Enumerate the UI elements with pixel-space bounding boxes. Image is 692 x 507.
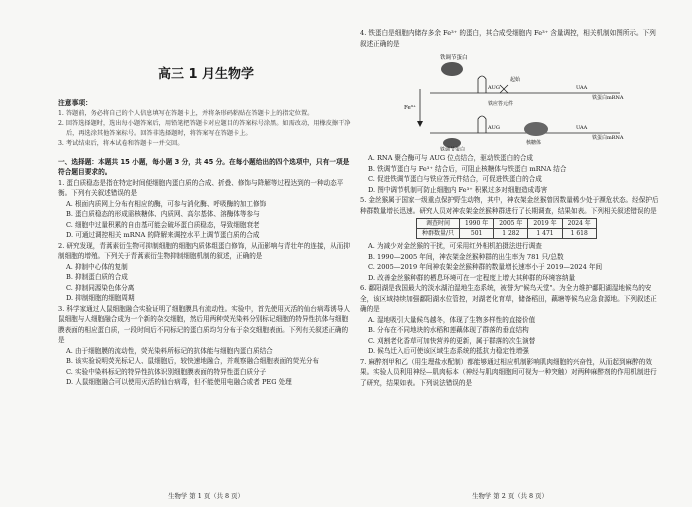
question-2-option-a: A. 抑制中心体的复制 — [66, 262, 128, 271]
label-iron-response: 铁应答元件 — [488, 101, 514, 107]
table-cell: 1 618 — [562, 229, 596, 239]
question-6-option-a: A. 湿地吸引大量候鸟越冬，体现了生物多样性的直接价值 — [368, 315, 536, 324]
page-1 — [58, 0, 354, 507]
label-ferritin-mrna-top: 铁蛋白mRNA — [592, 95, 624, 101]
question-3-option-c: C. 实验中染料标记的特异性抗体识别细胞膜表面的特异性蛋白质分子 — [66, 367, 267, 376]
table-cell: 调查时间 — [417, 219, 460, 229]
question-6-option-b: B. 分布在不同地块的水稻和莲藕体现了群落的垂直结构 — [368, 326, 529, 334]
question-2-option-d: D. 抑制细胞的细胞周期 — [66, 294, 135, 302]
note-2: 2. 回答选择题时，选出每小题答案后，用铅笔把答题卡对应题目的答案标号涂黑。如需改动，用橡皮擦干净后，再选涂其他答案标号。回答非选择题时，将答案写在答题卡上。 — [58, 119, 351, 137]
bottom-hairpin — [478, 116, 486, 133]
notes-heading: 注意事项： — [58, 99, 92, 107]
table-header-row — [417, 219, 597, 229]
question-1-stem: 1. 蛋白质稳态是指在特定时间便细胞内蛋白质的合成、折叠、修饰与降解等过程达到的一种动态平衡。下列有关叙述错误的是 — [58, 178, 344, 197]
question-5-option-b: B. 1990—2005 年间，神农架金丝猴种群的出生率为 781 只/总数 — [368, 252, 564, 261]
question-5-option-c: C. 2005—2019 年间神农架金丝猴种群的数量增长速率小于 2019—2024 年间 — [368, 263, 603, 271]
question-1-option-b: B. 蛋白质稳态的形成需核糖体、内质网、高尔基体、溶酶体等参与 — [66, 210, 260, 218]
question-3-option-d: D. 人鼠细胞融合可以使用灭活的仙台病毒，但不能使用电融合或者 PEG 处理 — [66, 378, 292, 386]
question-1-option-a: A. 根面内质网上分布有相应的酶，可参与消化酶、呼吸酶的加工修饰 — [66, 199, 267, 208]
question-6-option-d: D. 候鸟迁入后可使该区域生态系统的抵抗力稳定性增强 — [368, 347, 529, 355]
question-7-stem: 7. 麻醉剂甲和乙（用生理盐水配制）都能够通过相应机制影响肌肉细胞的兴奋性，从而起到麻醉的效果。实验人员利用神经—肌肉标本（神经与肌肉细胞间可视为一种突触）对两种麻醉剂的作用机制进行了研究，结果如表。下列说法错误的是 — [360, 357, 657, 387]
table-cell: 种群数量/只 — [417, 229, 460, 239]
page-2-footer: 生物学 第 2 页（共 8 页） — [472, 491, 548, 500]
table-cell: 1 282 — [494, 229, 528, 239]
label-fe: Fe³⁺ — [404, 105, 416, 111]
question-6-stem: 6. 鄱阳湖是我国最大的淡水湖泊湿地生态系统，被誉为"候鸟天堂"。为全力维护鄱阳湖湿地候鸟的安全，该区域持续加强鄱阳湖水位管控，对湖老化育草，储备稻田，藕塘等候鸟应急食源地。下列叙述正确的是 — [360, 284, 657, 313]
question-5-option-d: D. 改善金丝猴种群的栖息环境可在一定程度上增大其种群的环境容纳量 — [368, 273, 576, 282]
question-1-option-d: D. 可通过调控相关 mRNA 的降解来调控水平上调节蛋白质的合成 — [66, 231, 260, 239]
table-cell: 2024 年 — [562, 219, 596, 229]
table-cell: 1 471 — [528, 229, 562, 239]
question-5-option-a: A. 为减少对金丝猴的干扰，可采用红外相机拍摄法进行调查 — [368, 242, 542, 250]
label-aug-bottom: AUG — [488, 125, 500, 131]
question-3-option-b: B. 该实验说明荧光标记人、鼠细胞后，较快速地融合，并观察融合细胞表面的荧光分布 — [66, 357, 320, 365]
note-3: 3. 考试结束后，将本试卷和答题卡一并交回。 — [58, 139, 184, 147]
question-4-option-b: B. 铁调节蛋白与 Fe³⁺ 结合后，可阻止核糖体与铁蛋白 mRNA 结合 — [368, 164, 567, 173]
note-1: 1. 答题前，务必将自己的个人信息填写在答题卡上，并将条形码粘贴在答题卡上的指定位置。 — [58, 109, 314, 117]
question-4-option-c: C. 促进铁调节蛋白与铁应答元件结合，可促进铁蛋白的合成 — [368, 175, 542, 183]
question-4-stem: 4. 铁蛋白是细胞内储存多余 Fe³⁺ 的蛋白，其合成受细胞内 Fe³⁺ 含量调控，相关机制如图所示。下列叙述正确的是 — [360, 29, 656, 48]
question-6-option-c: C. 刈割老化香草可加快营养的更新，属于群落的次生演替 — [368, 336, 536, 345]
table-cell: 501 — [460, 229, 494, 239]
iron-regulation-diagram — [360, 51, 660, 151]
question-4-option-a: A. RNA 聚合酶可与 AUG 位点结合，驱动铁蛋白的合成 — [368, 154, 534, 162]
question-5-stem: 5. 金丝猴属于国家一级重点保护野生动物，其中，神农架金丝猴曾因数量稀少处于濒危状态。经保护后种群数量增长迅速。研究人员对神农架金丝猴种群进行了长期调查，结果如表。下列相关叙述错误的是 — [360, 196, 659, 215]
question-1-option-c: C. 细胞中过量积累的自由基可能会破坏蛋白质稳态，导致细胞衰老 — [66, 220, 260, 229]
label-top-protein: 铁调节蛋白 — [440, 55, 468, 61]
label-ribosome: 核糖体 — [526, 140, 542, 146]
ribosome-shape — [524, 122, 548, 136]
question-2-option-b: B. 抑制蛋白质的合成 — [66, 273, 128, 281]
top-protein-shape — [441, 62, 463, 76]
diagram-svg — [360, 51, 660, 151]
question-4-option-d: D. 图中调节机制可防止细胞内 Fe³⁺ 积累过多对细胞造成毒害 — [368, 185, 548, 194]
table-cell: 2019 年 — [528, 219, 562, 229]
question-2-option-c: C. 抑制同源染色体分离 — [66, 283, 135, 292]
population-table — [416, 218, 597, 239]
label-bottom-protein: 铁调节蛋白 — [440, 147, 466, 151]
table-cell: 1990 年 — [460, 219, 494, 229]
page-1-footer: 生物学 第 1 页（共 8 页） — [168, 491, 244, 500]
exam-title: 高三 1 月生物学 — [157, 67, 255, 82]
question-2-stem: 2. 研究发现，青蒿素衍生物可抑制细胞的细胞内质体组蛋白修饰，从而影响与青壮年的连接，从而抑制细胞的增殖。下列关于青蒿素衍生物抑制细胞机制的叙述，正确的是 — [58, 241, 350, 260]
top-hairpin — [478, 76, 486, 93]
table-row — [417, 229, 597, 239]
label-aug-top: AUG — [488, 85, 500, 91]
question-3-option-a: A. 由于细胞膜的流动性，荧光染料所标记的抗体能与细胞内蛋白质结合 — [66, 346, 273, 355]
question-3-stem: 3. 科学家通过人鼠细胞融合实验证明了细胞膜具有流动性。实验中，首先使用灭活的仙台病毒诱导人鼠细胞与人细胞融合成为一个新的杂交细胞，然后用两种荧光染料分别标记细胞的特异性抗体与细胞膜表面的相应蛋白质，一段时间后不同标记的蛋白质均匀分布于杂交细胞表面。下列有关叙述正确的是 — [58, 304, 350, 344]
label-uaa-bottom: UAA — [576, 125, 588, 131]
section-heading: 一、选择题：本题共 15 小题，每小题 3 分，共 45 分。在每小题给出的四个选项中，只有一项是符合题目要求的。 — [58, 157, 350, 176]
page-2 — [360, 0, 660, 507]
label-block: 起始 — [510, 77, 521, 83]
label-mrna-bottom: 铁蛋白mRNA — [592, 135, 624, 141]
fe-arrowhead — [417, 121, 423, 127]
label-uaa-top: UAA — [576, 85, 588, 91]
table-cell: 2005 年 — [494, 219, 528, 229]
